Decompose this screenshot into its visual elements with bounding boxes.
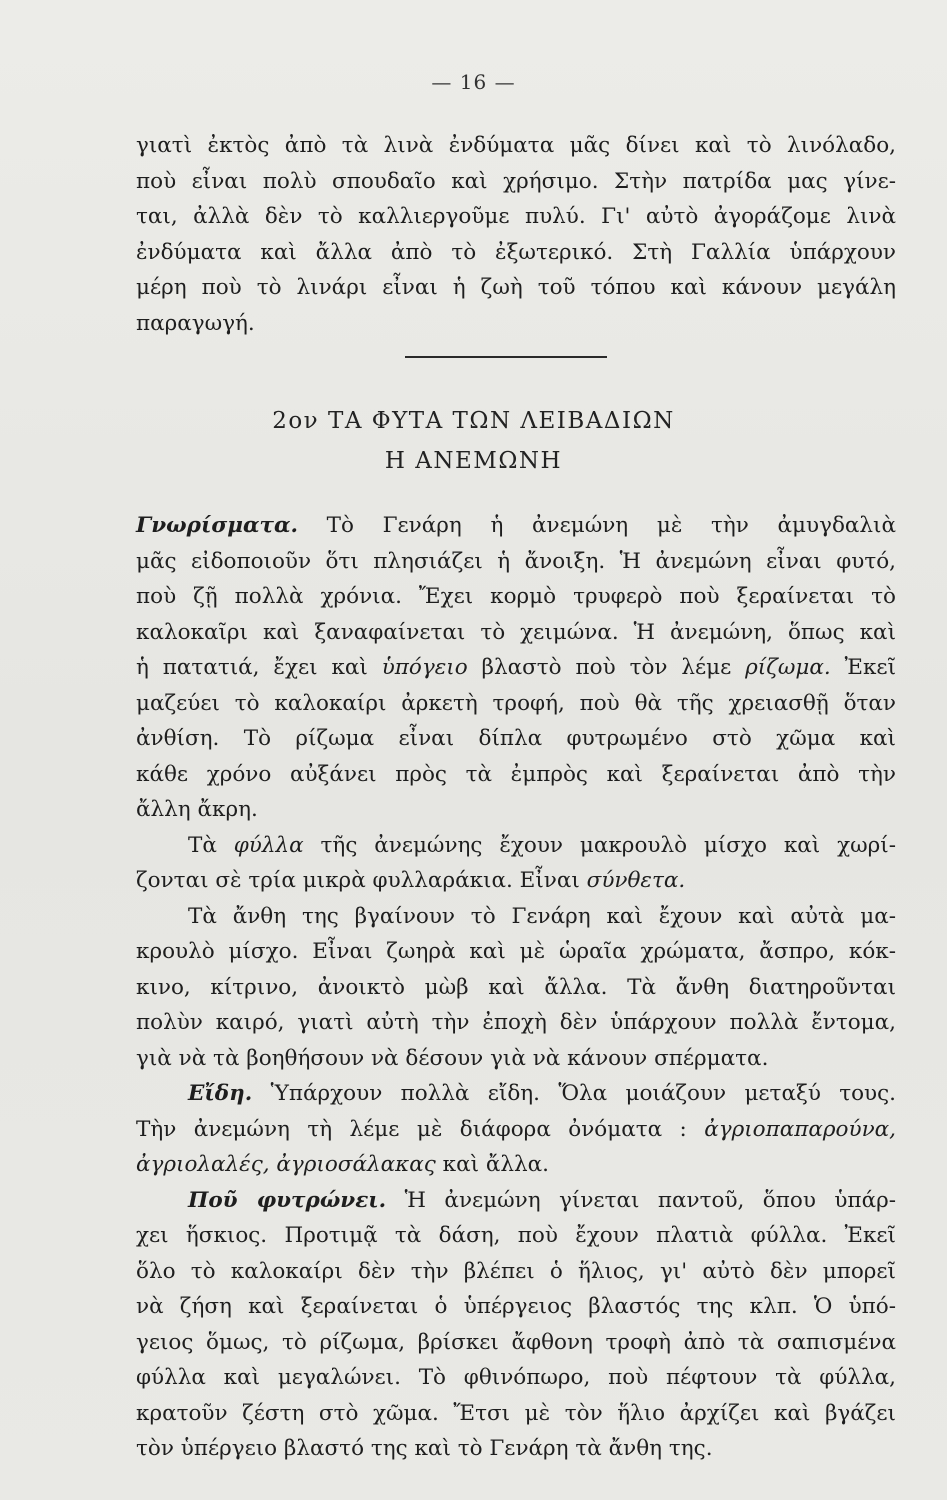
text-line: κρουλὸ μίσχο. Εἶναι ζωηρὰ καὶ μὲ ὡραῖα χρώματα, ἄσπρο, κόκ- [136, 939, 896, 964]
text-line: γιατὶ ἐκτὸς ἀπὸ τὰ λινὰ ἐνδύματα μᾶς δίνει καὶ τὸ λινόλαδο, [136, 133, 896, 158]
text-segment: Ἐκεῖ [830, 655, 896, 680]
text-line: κινο, κίτρινο, ἀνοικτὸ μὼβ καὶ ἄλλα. Τὰ ἄνθη διατηροῦνται [136, 974, 896, 1000]
section-title: Η ΑΝΕΜΩΝΗ [384, 448, 563, 474]
text-segment: καὶ ἄλλα. [435, 1152, 549, 1177]
text-segment: ἡ πατατιά, ἔχει καὶ [136, 655, 382, 680]
text-line: φύλλα καὶ μεγαλώνει. Τὸ φθινόπωρο, ποὺ πέφτουν τὰ φύλλα, [136, 1365, 896, 1390]
emphasis-text: ἀγριολαλές, ἀγριοσάλακας [136, 1152, 436, 1177]
emphasis-text: ρίζωμα. [745, 655, 831, 680]
paragraph-anthi [136, 899, 896, 1077]
section-divider [405, 356, 607, 358]
text-segment: Τὸ Γενάρη ἡ ἀνεμώνη μὲ τὴν ἀμυγδαλιὰ [298, 513, 896, 538]
text-line: ἄλλη ἄκρη. [136, 797, 258, 822]
text-segment: βλαστὸ ποὺ τὸν λέμε [467, 655, 746, 680]
text-line: πολὺν καιρό, γιατὶ αὐτὴ τὴν ἐποχὴ δὲν ὑπάρχουν πολλὰ ἔντομα, [136, 1010, 896, 1035]
text-line: μαζεύει τὸ καλοκαίρι ἀρκετὴ τροφή, ποὺ θὰ τῆς χρειασθῇ ὅταν [136, 690, 896, 716]
text-segment: τῆς ἀνεμώνης ἔχουν μακρουλὸ μίσχο καὶ χωρί- [303, 832, 896, 858]
text-line: τὸν ὑπέργειο βλαστό της καὶ τὸ Γενάρη τὰ ἄνθη της. [136, 1436, 713, 1461]
emphasis-text: φύλλα [233, 832, 304, 858]
text-line: ἀνθίση. Τὸ ρίζωμα εἶναι δίπλα φυτρωμένο στὸ χῶμα καὶ [136, 726, 896, 751]
emphasis-text: σύνθετα. [586, 868, 686, 893]
text-line: καλοκαῖρι καὶ ξαναφαίνεται τὸ χειμώνα. Ἡ ἀνεμώνη, ὅπως καὶ [136, 619, 896, 645]
text-line: κάθε χρόνο αὐξάνει πρὸς τὰ ἐμπρὸς καὶ ξεραίνεται ἀπὸ τὴν [136, 761, 896, 787]
text-line: γιὰ νὰ τὰ βοηθήσουν νὰ δέσουν γιὰ νὰ κάνουν σπέρματα. [136, 1045, 769, 1071]
text-line: μέρη ποὺ τὸ λινάρι εἶναι ἡ ζωὴ τοῦ τόπου καὶ κάνουν μεγάλη [136, 275, 896, 300]
text-line: ὅλο τὸ καλοκαίρι δὲν τὴν βλέπει ὁ ἥλιος, γι' αὐτὸ δὲν μπορεῖ [136, 1258, 896, 1284]
text-segment: Ὑπάρχουν πολλὰ εἴδη. Ὅλα μοιάζουν μεταξύ τους. [252, 1081, 896, 1106]
emphasis-text: ἀγριοπαπαρούνα, [704, 1116, 896, 1142]
text-line: γειος ὅμως, τὸ ρίζωμα, βρίσκει ἄφθονη τροφὴ ἀπὸ τὰ σαπισμένα [136, 1329, 896, 1355]
paragraph-gnorismata [136, 508, 896, 828]
intro-paragraph [136, 128, 896, 341]
paragraph-fylla [136, 828, 896, 899]
text-line: ται, ἀλλὰ δὲν τὸ καλλιεργοῦμε πυλύ. Γι' αὐτὸ ἀγοράζομε λινὰ [136, 204, 896, 229]
chapter-heading: 2ον ΤΑ ΦΥΤΑ ΤΩΝ ΛΕΙΒΑΔΙΩΝ [272, 408, 675, 434]
paragraph-term: Εἴδη. [188, 1081, 253, 1106]
text-line: κρατοῦν ζέστη στὸ χῶμα. Ἔτσι μὲ τὸν ἥλιο ἀρχίζει καὶ βγάζει [136, 1400, 896, 1426]
section-body [136, 508, 896, 1467]
paragraph-eidi [136, 1076, 896, 1183]
text-line: μᾶς εἰδοποιοῦν ὅτι πλησιάζει ἡ ἄνοιξη. Ἡ ἀνεμώνη εἶναι φυτό, [136, 548, 896, 574]
text-line: νὰ ζήση καὶ ξεραίνεται ὁ ὑπέργειος βλαστός της κλπ. Ὁ ὑπό- [136, 1294, 896, 1319]
text-segment: Τὰ [188, 832, 234, 858]
text-segment: Ἡ ἀνεμώνη γίνεται παντοῦ, ὅπου ὑπάρ- [386, 1187, 896, 1213]
text-line: ἐνδύματα καὶ ἄλλα ἀπὸ τὸ ἐξωτερικό. Στὴ Γαλλία ὑπάρχουν [136, 239, 896, 265]
paragraph-term: Ποῦ φυτρώνει. [188, 1187, 387, 1213]
text-segment: ζονται σὲ τρία μικρὰ φυλλαράκια. Εἶναι [136, 868, 587, 893]
text-line: παραγωγή. [136, 310, 255, 336]
paragraph-term: Γνωρίσματα. [136, 513, 298, 538]
paragraph-fytronei [136, 1183, 896, 1467]
text-segment: Τὴν ἀνεμώνη τὴ λέμε μὲ διάφορα ὀνόματα : [136, 1116, 705, 1142]
text-line: χει ἥσκιος. Προτιμᾷ τὰ δάση, ποὺ ἔχουν πλατιὰ φύλλα. Ἐκεῖ [136, 1223, 896, 1248]
emphasis-text: ὑπόγειο [381, 655, 468, 680]
page-number: — 16 — [431, 70, 516, 94]
text-line: ποὺ εἶναι πολὺ σπουδαῖο καὶ χρήσιμο. Στὴν πατρίδα μας γίνε- [136, 168, 896, 194]
text-line: ποὺ ζῇ πολλὰ χρόνια. Ἔχει κορμὸ τρυφερὸ ποὺ ξεραίνεται τὸ [136, 584, 896, 609]
text-line: Τὰ ἄνθη της βγαίνουν τὸ Γενάρη καὶ ἔχουν καὶ αὐτὰ μα- [188, 903, 896, 929]
